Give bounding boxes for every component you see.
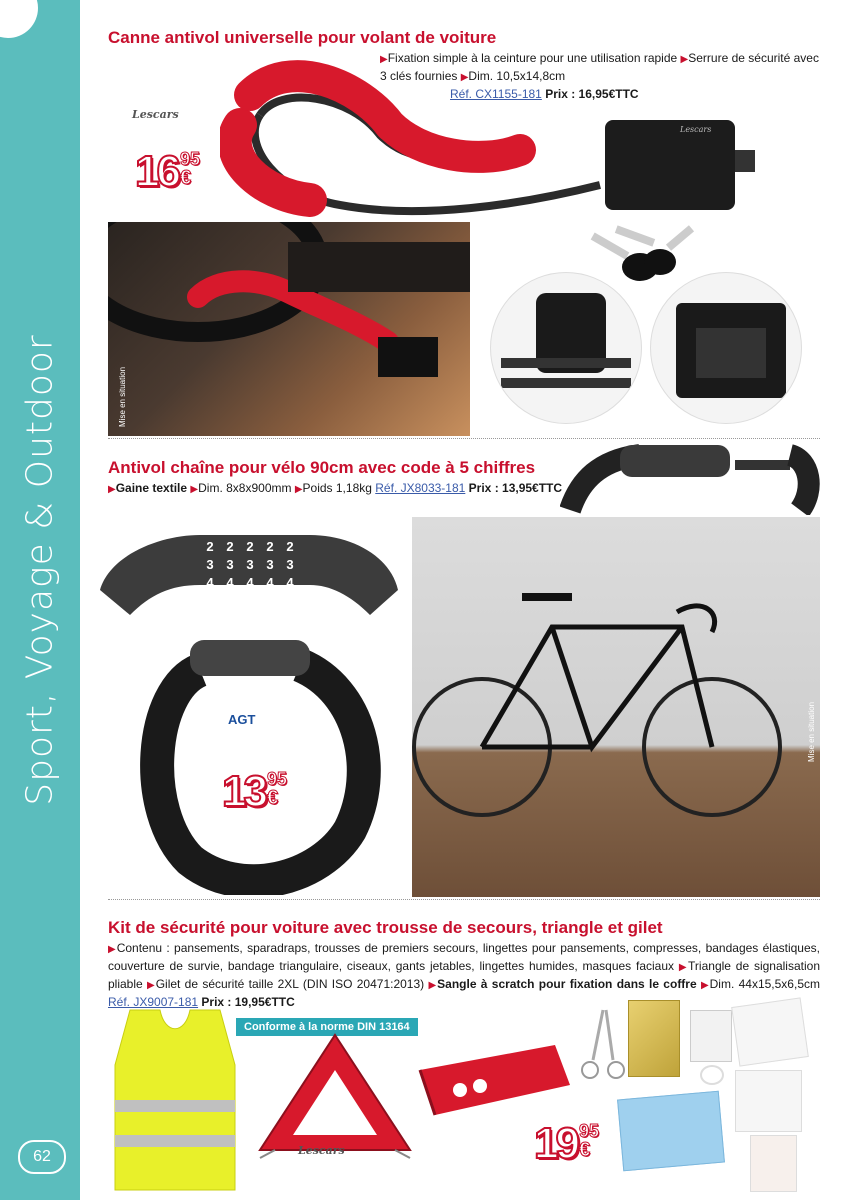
survival-blanket-image — [628, 1000, 680, 1077]
gloves-pack-image — [731, 997, 809, 1066]
product3-title: Kit de sécurité pour voiture avec trousse de secours, triangle et gilet — [108, 918, 663, 937]
separator — [108, 899, 820, 900]
photo-caption: Mise en situation — [118, 366, 127, 427]
bicycle-photo — [412, 517, 820, 897]
side-band — [0, 0, 80, 1200]
product2-weight: Poids 1,18kg — [302, 481, 372, 495]
scissors-image — [578, 1005, 628, 1085]
bullet-icon: ▶ — [700, 980, 710, 991]
section-title: Sport, Voyage & Outdoor — [19, 334, 61, 806]
product1-feature2: Serrure de sécurité avec 3 clés fournies — [380, 51, 819, 83]
page-number: 62 — [18, 1140, 66, 1174]
product3-ref-link[interactable]: Réf. JX9007-181 — [108, 995, 199, 1009]
product1-feature1: Fixation simple à la ceinture pour une utilisation rapide — [387, 51, 678, 65]
product1-price-badge — [135, 147, 200, 196]
price-currency: € — [266, 787, 279, 809]
product2-price-badge — [222, 767, 287, 816]
norm-compliance-badge: Conforme à la norme DIN 13164 — [236, 1018, 418, 1036]
plasters-pack-image — [750, 1135, 797, 1192]
price-currency: € — [578, 1139, 591, 1161]
price-euros: 13 — [222, 767, 265, 816]
face-masks-image — [617, 1091, 725, 1172]
product3-feature3: Gilet de sécurité taille 2XL (DIN ISO 20471:2013) — [155, 977, 425, 991]
product2-ref-link[interactable]: Réf. JX8033-181 — [375, 481, 466, 495]
product3-price-badge — [534, 1119, 599, 1168]
product1-ref-link[interactable]: Réf. CX1155-181 — [450, 87, 542, 101]
product1-dims: Dim. 10,5x14,8cm — [468, 69, 566, 83]
product2-title: Antivol chaîne pour vélo 90cm avec code à 5 chiffres — [108, 458, 536, 477]
wipes-pack-image — [735, 1070, 802, 1132]
product3-price-text: Prix : 19,95€TTC — [201, 995, 295, 1009]
bullet-icon: ▶ — [108, 944, 117, 955]
corner-decoration — [0, 0, 38, 38]
lock-detail-circle-2 — [650, 272, 802, 424]
product3-contents: Contenu : pansements, sparadraps, trousses de premiers secours, lingettes pour pansements, compresses, bandages élastiques, couverture de survie, bandage triangulaire, ciseaux, gants jetables, lingettes humides, masques faciaux — [108, 941, 820, 973]
product3-feature4: Sangle à scratch pour fixation dans le coffre — [437, 977, 697, 991]
svg-text:Lescars: Lescars — [680, 125, 712, 134]
photo-caption: Mise en situation — [807, 701, 816, 762]
bullet-icon: ▶ — [428, 980, 438, 991]
product2-dims: Dim. 8x8x900mm — [198, 481, 292, 495]
keys-image — [585, 222, 705, 292]
bullet-icon: ▶ — [680, 54, 689, 65]
product2-price-text: Prix : 13,95€TTC — [468, 481, 563, 495]
car-interior-photo — [108, 222, 470, 436]
brand-logo-lescars: Lescars — [132, 108, 179, 121]
product2-feature1: Gaine textile — [115, 481, 188, 495]
product1-header — [90, 28, 839, 48]
product3-description — [108, 940, 820, 1011]
first-aid-bag-image — [415, 1030, 575, 1130]
bandage-roll-image — [700, 1065, 724, 1085]
steering-lock-image — [220, 55, 780, 220]
bullet-icon: ▶ — [678, 962, 689, 973]
product1-title: Canne antivol universelle pour volant de voiture — [108, 28, 497, 47]
product3-dims: Dim. 44x15,5x6,5cm — [709, 977, 820, 991]
product1-price-text: Prix : 16,95€TTC — [545, 87, 639, 101]
lock-detail-circle-1 — [490, 272, 642, 424]
price-euros: 19 — [534, 1119, 577, 1168]
safety-vest-image — [100, 1005, 250, 1195]
dial-digits: 1 1 1 1 1 2 2 2 2 2 3 3 3 3 3 4 4 4 4 4 — [206, 521, 294, 590]
bullet-icon: ▶ — [190, 484, 199, 495]
bullet-icon: ▶ — [147, 980, 156, 991]
price-cents: 95 — [266, 769, 287, 789]
price-euros: 16 — [135, 147, 178, 196]
combination-dial-image — [100, 515, 400, 625]
price-currency: € — [179, 167, 192, 189]
brand-logo-agt: AGT — [228, 712, 256, 727]
product3-feature2: Triangle de signalisation pliable — [108, 959, 820, 991]
price-cents: 95 — [179, 149, 200, 169]
bullet-icon: ▶ — [380, 54, 388, 65]
bullet-icon: ▶ — [460, 72, 469, 83]
warning-triangle-image — [255, 1030, 415, 1160]
chain-loop-image — [130, 630, 390, 895]
product2-description — [108, 480, 562, 498]
price-cents: 95 — [578, 1121, 599, 1141]
separator — [108, 438, 820, 439]
bullet-icon: ▶ — [294, 484, 303, 495]
bullet-icon: ▶ — [108, 484, 116, 495]
brand-logo-lescars: Lescars — [298, 1144, 345, 1157]
chain-lock-top-image — [560, 440, 820, 515]
compress-pack-image — [690, 1010, 732, 1062]
